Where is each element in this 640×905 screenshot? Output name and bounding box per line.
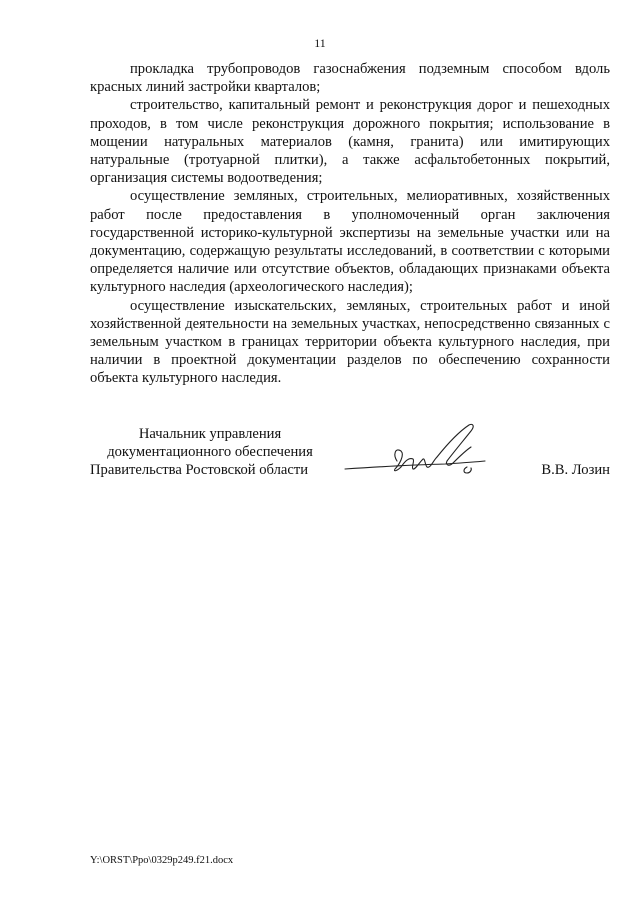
file-path-footer: Y:\ORST\Ppo\0329p249.f21.docx — [90, 855, 234, 866]
paragraph-earthworks: осуществление земляных, строительных, мелиоративных, хозяйственных работ после предоставления в уполномоченный орган заключения государственной историко-культурной экспертизы на земельные участки или на документацию, содержащую результаты исследований, в соответствии с которыми определяется наличие или отсутствие объектов, обладающих признаками объекта культурного наследия (археологического наследия); — [90, 188, 610, 296]
signatory-title-line: Начальник управления — [138, 426, 282, 442]
signatory-title-line: документационного обеспечения — [107, 444, 313, 461]
signature-block — [90, 425, 610, 495]
paragraph-road-construction: строительство, капитальный ремонт и реконструкция дорог и пешеходных проходов, в том числе реконструкция дорожного покрытия; использование в мощении натуральных материалов (камня, гранита) или имитирующих натуральные (тротуарной плитки), а также асфальтобетонных покрытий, организация системы водоотведения; — [90, 97, 610, 187]
signatory-title — [90, 425, 330, 480]
handwritten-signature — [335, 417, 505, 487]
signatory-title-line: Правительства Ростовской области — [90, 462, 309, 479]
page-number: 11 — [314, 36, 326, 50]
document-body — [90, 60, 610, 388]
paragraph-survey-works: осуществление изыскательских, земляных, строительных работ и иной хозяйственной деятельности на земельных участках, непосредственно связанных с земельным участком в границах территории объекта культурного наследия, при наличии в проектной документации разделов по обеспечению сохранности объекта культурного наследия. — [90, 297, 610, 387]
paragraph-gas-pipelines: прокладка трубопроводов газоснабжения подземным способом вдоль красных линий застройки кварталов; — [90, 61, 610, 96]
signatory-name: В.В. Лозин — [541, 462, 610, 478]
